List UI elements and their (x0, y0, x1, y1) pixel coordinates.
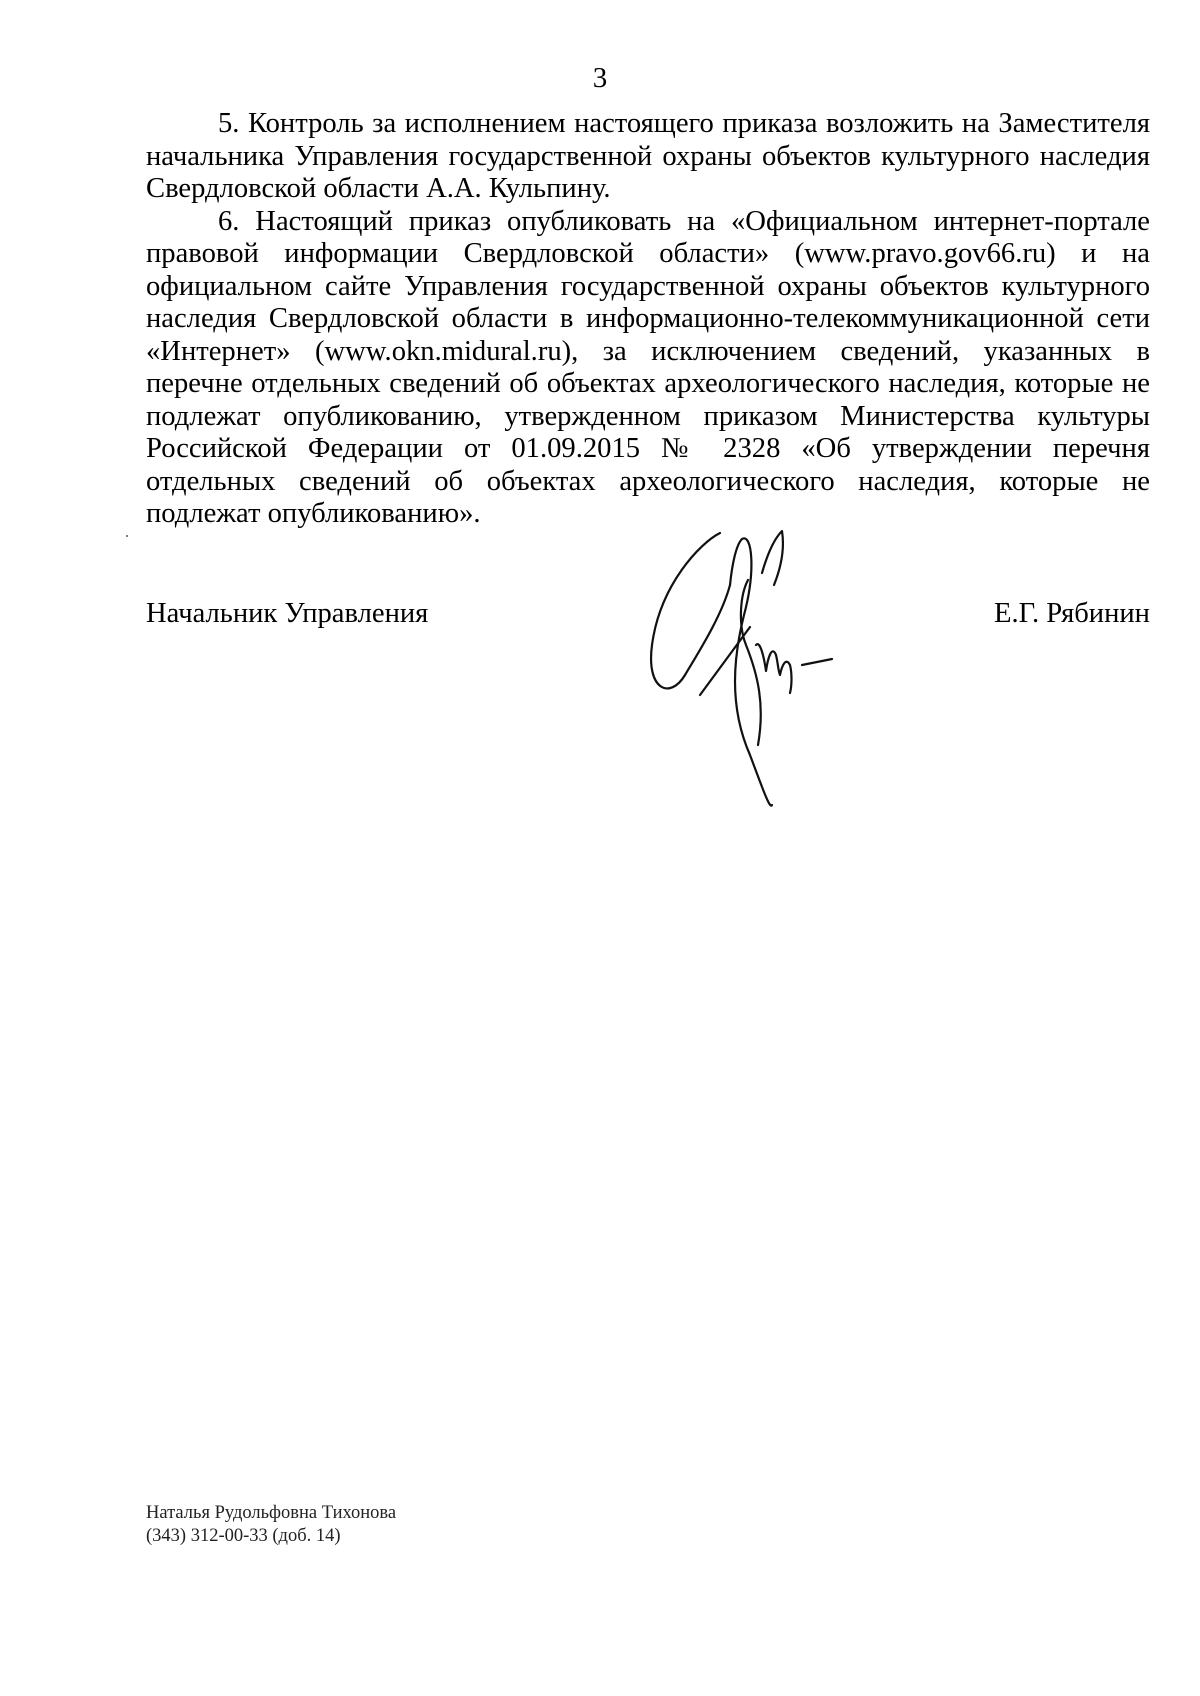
page-number: 3 (592, 62, 608, 94)
executor-name: Наталья Рудольфовна Тихонова (146, 1503, 397, 1523)
executor-phone: (343) 312-00-33 (доб. 14) (146, 1526, 341, 1546)
paragraph-6: 6. Настоящий приказ опубликовать на «Официальном интернет-портале правовой информации Свердловской области» (www.pravo.gov66.ru) и на официальном сайте Управления государственной охраны объектов культурного наследия Свердловской области в информационно-телекоммуникационной сети «Интернет» (www.okn.midural.ru), за исключением сведений, указанных в перечне отдельных сведений об объектах археологического наследия, которые не подлежат опубликованию, утвержденном приказом Министерства культуры Российской Федерации от 01.09.2015 № 2328 «Об утверждении перечня отдельных сведений об объектах археологического наследия, которые не подлежат опубликованию». (146, 205, 1150, 529)
handwritten-signature (640, 525, 900, 815)
signer-name: Е.Г. Рябинин (994, 598, 1150, 629)
signer-position-title: Начальник Управления (146, 598, 429, 629)
scan-speck (126, 535, 128, 537)
document-body (146, 108, 1150, 531)
paragraph-5: 5. Контроль за исполнением настоящего приказа возложить на Заместителя начальника Управления государственной охраны объектов культурного наследия Свердловской области А.А. Кульпину. (146, 108, 1150, 204)
executor-contact (146, 1502, 396, 1548)
